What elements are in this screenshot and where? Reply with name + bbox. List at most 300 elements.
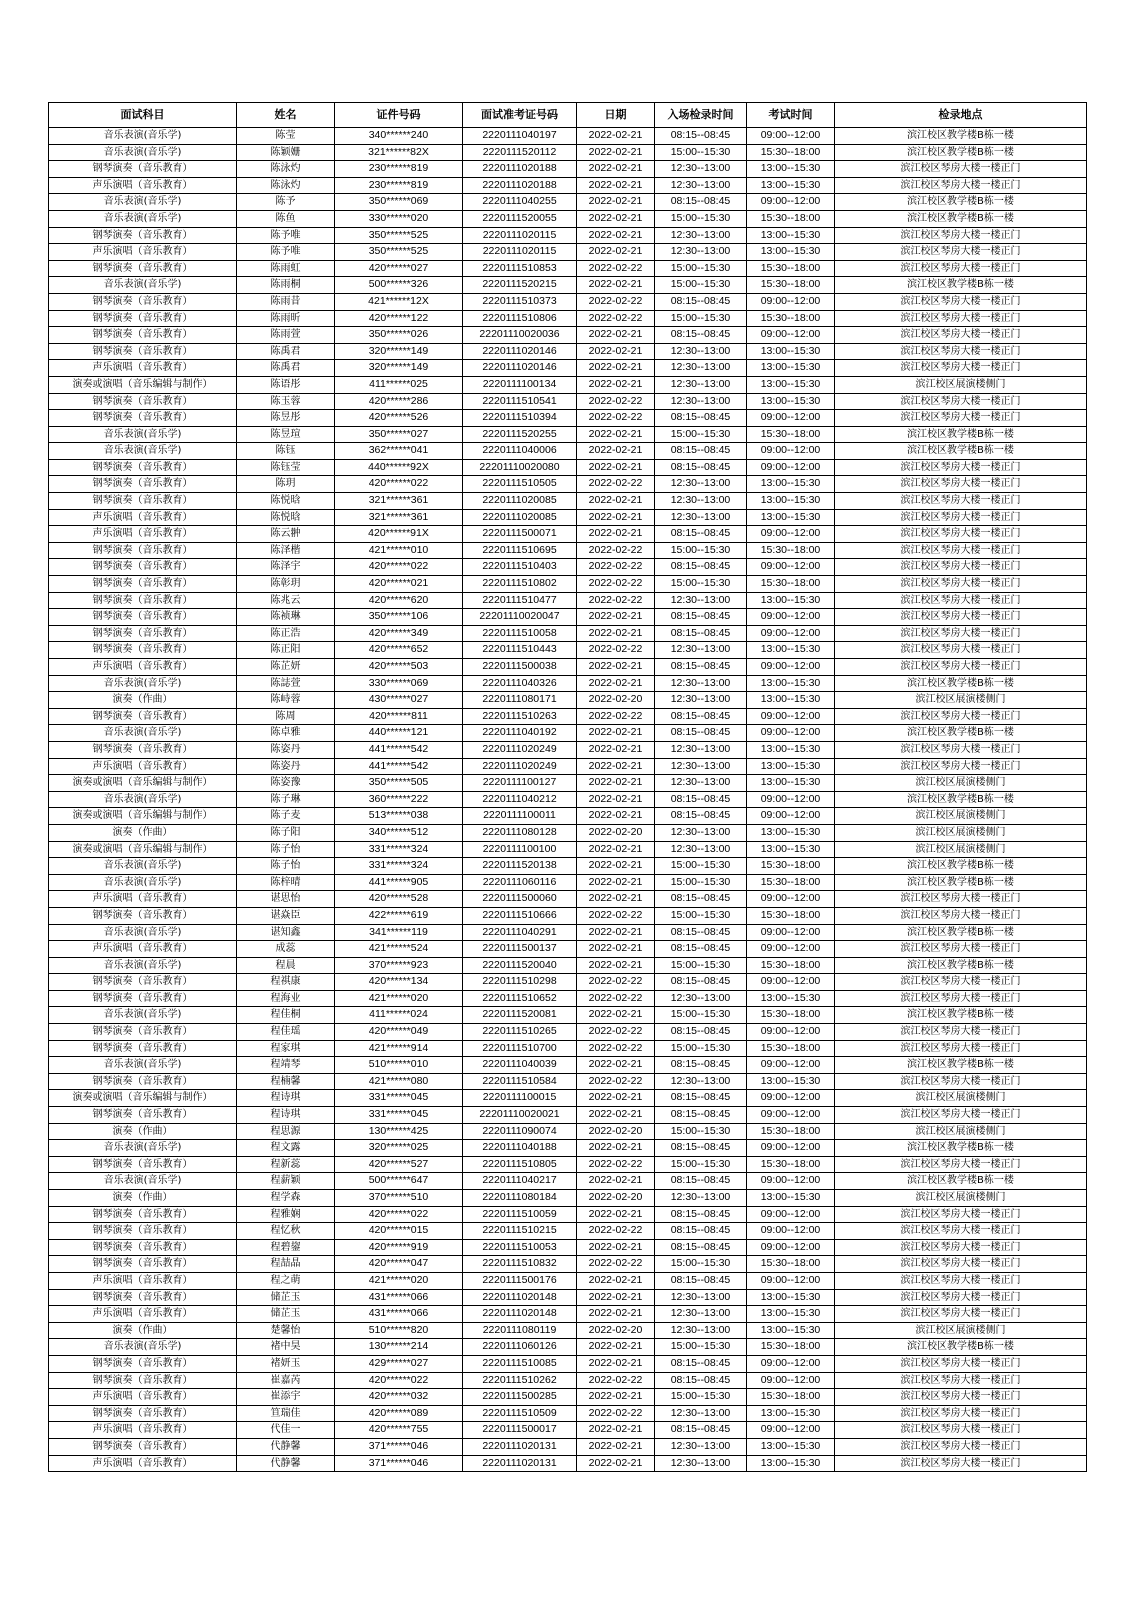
id-number-cell: 421******12X — [335, 293, 463, 310]
id-number-cell: 420******022 — [335, 1372, 463, 1389]
admission-number-cell: 2220111020085 — [463, 509, 577, 526]
table-row — [49, 775, 1087, 792]
id-number-cell: 429******027 — [335, 1355, 463, 1372]
location-cell: 滨江校区教学楼B栋一楼 — [835, 426, 1087, 443]
name-cell: 谌焱臣 — [237, 907, 335, 924]
exam-time-cell: 13:00--15:30 — [747, 493, 835, 510]
date-cell: 2022-02-21 — [577, 343, 655, 360]
date-cell: 2022-02-20 — [577, 824, 655, 841]
name-cell: 陈梓晴 — [237, 874, 335, 891]
checkin-time-cell: 12:30--13:00 — [655, 675, 747, 692]
id-number-cell: 440******92X — [335, 459, 463, 476]
subject-cell: 音乐表演(音乐学) — [49, 1339, 237, 1356]
name-cell: 代静馨 — [237, 1455, 335, 1472]
location-cell: 滨江校区琴房大楼一楼正门 — [835, 161, 1087, 178]
name-cell: 陈云翀 — [237, 526, 335, 543]
id-number-cell: 421******010 — [335, 542, 463, 559]
exam-time-cell: 13:00--15:30 — [747, 476, 835, 493]
id-number-cell: 420******528 — [335, 891, 463, 908]
date-cell: 2022-02-21 — [577, 493, 655, 510]
checkin-time-cell: 15:00--15:30 — [655, 957, 747, 974]
admission-number-cell: 2220111520081 — [463, 1007, 577, 1024]
date-cell: 2022-02-22 — [577, 907, 655, 924]
exam-time-cell: 15:30--18:00 — [747, 277, 835, 294]
exam-time-cell: 15:30--18:00 — [747, 874, 835, 891]
subject-cell: 声乐演唱（音乐教育） — [49, 244, 237, 261]
checkin-time-cell: 08:15--08:45 — [655, 1140, 747, 1157]
id-number-cell: 350******069 — [335, 194, 463, 211]
name-cell: 陈予 — [237, 194, 335, 211]
exam-time-cell: 13:00--15:30 — [747, 227, 835, 244]
admission-number-cell: 2220111510584 — [463, 1073, 577, 1090]
table-row — [49, 1090, 1087, 1107]
date-cell: 2022-02-21 — [577, 924, 655, 941]
date-cell: 2022-02-22 — [577, 708, 655, 725]
checkin-time-cell: 12:30--13:00 — [655, 244, 747, 261]
exam-time-cell: 09:00--12:00 — [747, 1090, 835, 1107]
name-cell: 程佳桐 — [237, 1007, 335, 1024]
subject-cell: 声乐演唱（音乐教育） — [49, 941, 237, 958]
exam-time-cell: 15:30--18:00 — [747, 1040, 835, 1057]
location-cell: 滨江校区展演楼侧门 — [835, 376, 1087, 393]
subject-cell: 钢琴演奏（音乐教育） — [49, 393, 237, 410]
admission-number-cell: 2220111100134 — [463, 376, 577, 393]
exam-time-cell: 09:00--12:00 — [747, 1223, 835, 1240]
location-cell: 滨江校区教学楼B栋一楼 — [835, 791, 1087, 808]
id-number-cell: 421******914 — [335, 1040, 463, 1057]
subject-cell: 音乐表演(音乐学) — [49, 675, 237, 692]
subject-cell: 钢琴演奏（音乐教育） — [49, 559, 237, 576]
header-date: 日期 — [577, 103, 655, 128]
checkin-time-cell: 12:30--13:00 — [655, 741, 747, 758]
exam-time-cell: 09:00--12:00 — [747, 1272, 835, 1289]
exam-time-cell: 09:00--12:00 — [747, 410, 835, 427]
admission-number-cell: 2220111500137 — [463, 941, 577, 958]
location-cell: 滨江校区琴房大楼一楼正门 — [835, 1256, 1087, 1273]
location-cell: 滨江校区教学楼B栋一楼 — [835, 277, 1087, 294]
admission-number-cell: 2220111510652 — [463, 990, 577, 1007]
exam-time-cell: 09:00--12:00 — [747, 1173, 835, 1190]
checkin-time-cell: 12:30--13:00 — [655, 775, 747, 792]
admission-number-cell: 2220111020249 — [463, 758, 577, 775]
admission-number-cell: 2220111500071 — [463, 526, 577, 543]
id-number-cell: 330******069 — [335, 675, 463, 692]
admission-number-cell: 2220111020115 — [463, 244, 577, 261]
checkin-time-cell: 08:15--08:45 — [655, 1206, 747, 1223]
admission-number-cell: 22201110020080 — [463, 459, 577, 476]
checkin-time-cell: 12:30--13:00 — [655, 1455, 747, 1472]
date-cell: 2022-02-21 — [577, 327, 655, 344]
id-number-cell: 420******503 — [335, 659, 463, 676]
table-row — [49, 924, 1087, 941]
table-row — [49, 659, 1087, 676]
checkin-time-cell: 15:00--15:30 — [655, 1256, 747, 1273]
date-cell: 2022-02-21 — [577, 144, 655, 161]
admission-number-cell: 2220111510805 — [463, 1156, 577, 1173]
checkin-time-cell: 15:00--15:30 — [655, 576, 747, 593]
name-cell: 程学森 — [237, 1190, 335, 1207]
subject-cell: 钢琴演奏（音乐教育） — [49, 609, 237, 626]
table-row — [49, 293, 1087, 310]
date-cell: 2022-02-22 — [577, 990, 655, 1007]
table-row — [49, 526, 1087, 543]
admission-number-cell: 2220111080128 — [463, 824, 577, 841]
location-cell: 滨江校区教学楼B栋一楼 — [835, 874, 1087, 891]
location-cell: 滨江校区教学楼B栋一楼 — [835, 194, 1087, 211]
checkin-time-cell: 12:30--13:00 — [655, 177, 747, 194]
location-cell: 滨江校区琴房大楼一楼正门 — [835, 509, 1087, 526]
admission-number-cell: 2220111020131 — [463, 1438, 577, 1455]
name-cell: 陈禹君 — [237, 360, 335, 377]
admission-number-cell: 2220111510477 — [463, 592, 577, 609]
exam-time-cell: 13:00--15:30 — [747, 824, 835, 841]
admission-number-cell: 2220111020085 — [463, 493, 577, 510]
admission-number-cell: 2220111020148 — [463, 1306, 577, 1323]
checkin-time-cell: 15:00--15:30 — [655, 1156, 747, 1173]
checkin-time-cell: 08:15--08:45 — [655, 1090, 747, 1107]
admission-number-cell: 2220111040188 — [463, 1140, 577, 1157]
subject-cell: 演奏（作曲） — [49, 1123, 237, 1140]
location-cell: 滨江校区展演楼侧门 — [835, 1090, 1087, 1107]
admission-number-cell: 2220111520055 — [463, 210, 577, 227]
date-cell: 2022-02-21 — [577, 244, 655, 261]
id-number-cell: 420******049 — [335, 1024, 463, 1041]
exam-time-cell: 09:00--12:00 — [747, 924, 835, 941]
subject-cell: 音乐表演(音乐学) — [49, 210, 237, 227]
header-exam-time: 考试时间 — [747, 103, 835, 128]
id-number-cell: 420******527 — [335, 1156, 463, 1173]
name-cell: 陈予唯 — [237, 227, 335, 244]
checkin-time-cell: 12:30--13:00 — [655, 1190, 747, 1207]
exam-time-cell: 15:30--18:00 — [747, 310, 835, 327]
name-cell: 谌知鑫 — [237, 924, 335, 941]
checkin-time-cell: 08:15--08:45 — [655, 128, 747, 145]
location-cell: 滨江校区琴房大楼一楼正门 — [835, 1355, 1087, 1372]
subject-cell: 钢琴演奏（音乐教育） — [49, 741, 237, 758]
table-row — [49, 1455, 1087, 1472]
location-cell: 滨江校区琴房大楼一楼正门 — [835, 1223, 1087, 1240]
exam-time-cell: 15:30--18:00 — [747, 576, 835, 593]
exam-time-cell: 15:30--18:00 — [747, 542, 835, 559]
admission-number-cell: 2220111500285 — [463, 1389, 577, 1406]
date-cell: 2022-02-22 — [577, 1223, 655, 1240]
checkin-time-cell: 08:15--08:45 — [655, 974, 747, 991]
subject-cell: 钢琴演奏（音乐教育） — [49, 576, 237, 593]
exam-time-cell: 15:30--18:00 — [747, 426, 835, 443]
name-cell: 陈姿豫 — [237, 775, 335, 792]
subject-cell: 音乐表演(音乐学) — [49, 791, 237, 808]
subject-cell: 钢琴演奏（音乐教育） — [49, 410, 237, 427]
date-cell: 2022-02-21 — [577, 725, 655, 742]
location-cell: 滨江校区琴房大楼一楼正门 — [835, 659, 1087, 676]
id-number-cell: 420******620 — [335, 592, 463, 609]
table-row — [49, 559, 1087, 576]
header-checkin-time: 入场检录时间 — [655, 103, 747, 128]
location-cell: 滨江校区教学楼B栋一楼 — [835, 210, 1087, 227]
admission-number-cell: 2220111020249 — [463, 741, 577, 758]
table-row — [49, 376, 1087, 393]
table-row — [49, 625, 1087, 642]
table-row — [49, 1372, 1087, 1389]
location-cell: 滨江校区琴房大楼一楼正门 — [835, 1438, 1087, 1455]
id-number-cell: 441******542 — [335, 758, 463, 775]
name-cell: 程雅娴 — [237, 1206, 335, 1223]
checkin-time-cell: 15:00--15:30 — [655, 1007, 747, 1024]
table-row — [49, 1057, 1087, 1074]
table-row — [49, 393, 1087, 410]
checkin-time-cell: 12:30--13:00 — [655, 824, 747, 841]
location-cell: 滨江校区琴房大楼一楼正门 — [835, 260, 1087, 277]
table-row — [49, 260, 1087, 277]
id-number-cell: 421******080 — [335, 1073, 463, 1090]
exam-time-cell: 13:00--15:30 — [747, 692, 835, 709]
name-cell: 陈昱彤 — [237, 410, 335, 427]
date-cell: 2022-02-21 — [577, 1438, 655, 1455]
name-cell: 陈子阳 — [237, 824, 335, 841]
exam-time-cell: 15:30--18:00 — [747, 1256, 835, 1273]
location-cell: 滨江校区琴房大楼一楼正门 — [835, 1289, 1087, 1306]
location-cell: 滨江校区展演楼侧门 — [835, 1322, 1087, 1339]
location-cell: 滨江校区琴房大楼一楼正门 — [835, 1156, 1087, 1173]
date-cell: 2022-02-22 — [577, 592, 655, 609]
exam-time-cell: 13:00--15:30 — [747, 592, 835, 609]
checkin-time-cell: 12:30--13:00 — [655, 476, 747, 493]
exam-time-cell: 13:00--15:30 — [747, 642, 835, 659]
admission-number-cell: 2220111040326 — [463, 675, 577, 692]
location-cell: 滨江校区琴房大楼一楼正门 — [835, 1389, 1087, 1406]
subject-cell: 音乐表演(音乐学) — [49, 426, 237, 443]
subject-cell: 演奏或演唱（音乐编辑与制作） — [49, 841, 237, 858]
exam-time-cell: 13:00--15:30 — [747, 1455, 835, 1472]
exam-time-cell: 09:00--12:00 — [747, 891, 835, 908]
table-row — [49, 1073, 1087, 1090]
subject-cell: 音乐表演(音乐学) — [49, 957, 237, 974]
name-cell: 陈周 — [237, 708, 335, 725]
checkin-time-cell: 15:00--15:30 — [655, 277, 747, 294]
checkin-time-cell: 12:30--13:00 — [655, 1322, 747, 1339]
name-cell: 程晨 — [237, 957, 335, 974]
subject-cell: 声乐演唱（音乐教育） — [49, 1422, 237, 1439]
location-cell: 滨江校区教学楼B栋一楼 — [835, 957, 1087, 974]
date-cell: 2022-02-21 — [577, 1389, 655, 1406]
checkin-time-cell: 12:30--13:00 — [655, 161, 747, 178]
exam-time-cell: 15:30--18:00 — [747, 1156, 835, 1173]
name-cell: 陈峙蓉 — [237, 692, 335, 709]
subject-cell: 钢琴演奏（音乐教育） — [49, 1239, 237, 1256]
date-cell: 2022-02-22 — [577, 1156, 655, 1173]
table-row — [49, 227, 1087, 244]
table-row — [49, 974, 1087, 991]
name-cell: 程诗琪 — [237, 1107, 335, 1124]
subject-cell: 钢琴演奏（音乐教育） — [49, 1289, 237, 1306]
location-cell: 滨江校区琴房大楼一楼正门 — [835, 559, 1087, 576]
location-cell: 滨江校区教学楼B栋一楼 — [835, 725, 1087, 742]
name-cell: 陈泽宇 — [237, 559, 335, 576]
location-cell: 滨江校区琴房大楼一楼正门 — [835, 343, 1087, 360]
location-cell: 滨江校区展演楼侧门 — [835, 1190, 1087, 1207]
table-row — [49, 542, 1087, 559]
table-row — [49, 957, 1087, 974]
subject-cell: 音乐表演(音乐学) — [49, 858, 237, 875]
exam-time-cell: 13:00--15:30 — [747, 1322, 835, 1339]
subject-cell: 音乐表演(音乐学) — [49, 144, 237, 161]
exam-time-cell: 13:00--15:30 — [747, 775, 835, 792]
name-cell: 笪瑞佳 — [237, 1405, 335, 1422]
exam-time-cell: 09:00--12:00 — [747, 1024, 835, 1041]
name-cell: 陈钰莹 — [237, 459, 335, 476]
id-number-cell: 230******819 — [335, 177, 463, 194]
id-number-cell: 513******038 — [335, 808, 463, 825]
exam-time-cell: 09:00--12:00 — [747, 559, 835, 576]
location-cell: 滨江校区琴房大楼一楼正门 — [835, 1272, 1087, 1289]
checkin-time-cell: 15:00--15:30 — [655, 858, 747, 875]
name-cell: 陈玉蓉 — [237, 393, 335, 410]
table-row — [49, 576, 1087, 593]
date-cell: 2022-02-21 — [577, 177, 655, 194]
name-cell: 陈予唯 — [237, 244, 335, 261]
date-cell: 2022-02-22 — [577, 642, 655, 659]
table-row — [49, 1206, 1087, 1223]
table-row — [49, 1107, 1087, 1124]
checkin-time-cell: 08:15--08:45 — [655, 1355, 747, 1372]
exam-time-cell: 09:00--12:00 — [747, 327, 835, 344]
admission-number-cell: 2220111100127 — [463, 775, 577, 792]
header-name: 姓名 — [237, 103, 335, 128]
exam-time-cell: 13:00--15:30 — [747, 741, 835, 758]
table-row — [49, 277, 1087, 294]
subject-cell: 钢琴演奏（音乐教育） — [49, 227, 237, 244]
name-cell: 程喆晶 — [237, 1256, 335, 1273]
date-cell: 2022-02-21 — [577, 161, 655, 178]
exam-time-cell: 13:00--15:30 — [747, 244, 835, 261]
checkin-time-cell: 12:30--13:00 — [655, 1289, 747, 1306]
checkin-time-cell: 15:00--15:30 — [655, 144, 747, 161]
id-number-cell: 362******041 — [335, 443, 463, 460]
name-cell: 陈子怡 — [237, 841, 335, 858]
date-cell: 2022-02-20 — [577, 1322, 655, 1339]
location-cell: 滨江校区琴房大楼一楼正门 — [835, 327, 1087, 344]
subject-cell: 音乐表演(音乐学) — [49, 1140, 237, 1157]
exam-time-cell: 15:30--18:00 — [747, 1339, 835, 1356]
id-number-cell: 421******020 — [335, 1272, 463, 1289]
id-number-cell: 420******652 — [335, 642, 463, 659]
table-row — [49, 1156, 1087, 1173]
subject-cell: 演奏（作曲） — [49, 824, 237, 841]
location-cell: 滨江校区琴房大楼一楼正门 — [835, 177, 1087, 194]
subject-cell: 音乐表演(音乐学) — [49, 1007, 237, 1024]
subject-cell: 声乐演唱（音乐教育） — [49, 177, 237, 194]
name-cell: 程薪颖 — [237, 1173, 335, 1190]
id-number-cell: 371******046 — [335, 1455, 463, 1472]
admission-number-cell: 2220111500017 — [463, 1422, 577, 1439]
table-row — [49, 609, 1087, 626]
exam-time-cell: 09:00--12:00 — [747, 194, 835, 211]
table-row — [49, 493, 1087, 510]
id-number-cell: 441******905 — [335, 874, 463, 891]
admission-number-cell: 2220111080184 — [463, 1190, 577, 1207]
table-row — [49, 675, 1087, 692]
checkin-time-cell: 08:15--08:45 — [655, 941, 747, 958]
location-cell: 滨江校区教学楼B栋一楼 — [835, 675, 1087, 692]
location-cell: 滨江校区琴房大楼一楼正门 — [835, 974, 1087, 991]
location-cell: 滨江校区琴房大楼一楼正门 — [835, 1306, 1087, 1323]
checkin-time-cell: 08:15--08:45 — [655, 1223, 747, 1240]
exam-time-cell: 13:00--15:30 — [747, 343, 835, 360]
exam-time-cell: 15:30--18:00 — [747, 907, 835, 924]
location-cell: 滨江校区琴房大楼一楼正门 — [835, 1422, 1087, 1439]
location-cell: 滨江校区琴房大楼一楼正门 — [835, 393, 1087, 410]
name-cell: 褚中昊 — [237, 1339, 335, 1356]
exam-time-cell: 09:00--12:00 — [747, 1372, 835, 1389]
name-cell: 储芷玉 — [237, 1289, 335, 1306]
date-cell: 2022-02-22 — [577, 393, 655, 410]
id-number-cell: 320******025 — [335, 1140, 463, 1157]
location-cell: 滨江校区琴房大楼一楼正门 — [835, 1405, 1087, 1422]
checkin-time-cell: 15:00--15:30 — [655, 210, 747, 227]
table-row — [49, 858, 1087, 875]
name-cell: 程家琪 — [237, 1040, 335, 1057]
date-cell: 2022-02-22 — [577, 542, 655, 559]
checkin-time-cell: 08:15--08:45 — [655, 891, 747, 908]
subject-cell: 声乐演唱（音乐教育） — [49, 758, 237, 775]
subject-cell: 钢琴演奏（音乐教育） — [49, 459, 237, 476]
date-cell: 2022-02-21 — [577, 128, 655, 145]
date-cell: 2022-02-22 — [577, 1024, 655, 1041]
checkin-time-cell: 15:00--15:30 — [655, 1389, 747, 1406]
exam-time-cell: 09:00--12:00 — [747, 1355, 835, 1372]
exam-time-cell: 09:00--12:00 — [747, 1422, 835, 1439]
exam-time-cell: 13:00--15:30 — [747, 758, 835, 775]
name-cell: 陈兆云 — [237, 592, 335, 609]
subject-cell: 演奏（作曲） — [49, 1322, 237, 1339]
header-admission-number: 面试准考证号码 — [463, 103, 577, 128]
name-cell: 陈泳灼 — [237, 177, 335, 194]
name-cell: 陈悦晗 — [237, 493, 335, 510]
date-cell: 2022-02-22 — [577, 1256, 655, 1273]
id-number-cell: 431******066 — [335, 1306, 463, 1323]
checkin-time-cell: 12:30--13:00 — [655, 692, 747, 709]
name-cell: 程文露 — [237, 1140, 335, 1157]
id-number-cell: 130******425 — [335, 1123, 463, 1140]
table-row — [49, 476, 1087, 493]
location-cell: 滨江校区琴房大楼一楼正门 — [835, 1107, 1087, 1124]
location-cell: 滨江校区教学楼B栋一楼 — [835, 128, 1087, 145]
id-number-cell: 341******119 — [335, 924, 463, 941]
checkin-time-cell: 08:15--08:45 — [655, 1107, 747, 1124]
id-number-cell: 420******089 — [335, 1405, 463, 1422]
date-cell: 2022-02-20 — [577, 1123, 655, 1140]
table-row — [49, 327, 1087, 344]
admission-number-cell: 2220111510262 — [463, 1372, 577, 1389]
table-row — [49, 1355, 1087, 1372]
name-cell: 程忆秋 — [237, 1223, 335, 1240]
id-number-cell: 500******647 — [335, 1173, 463, 1190]
id-number-cell: 340******512 — [335, 824, 463, 841]
name-cell: 陈正阳 — [237, 642, 335, 659]
exam-time-cell: 09:00--12:00 — [747, 659, 835, 676]
admission-number-cell: 2220111020146 — [463, 343, 577, 360]
subject-cell: 钢琴演奏（音乐教育） — [49, 1206, 237, 1223]
table-row — [49, 459, 1087, 476]
exam-time-cell: 09:00--12:00 — [747, 1107, 835, 1124]
id-number-cell: 420******027 — [335, 260, 463, 277]
exam-time-cell: 09:00--12:00 — [747, 526, 835, 543]
location-cell: 滨江校区琴房大楼一楼正门 — [835, 1206, 1087, 1223]
checkin-time-cell: 08:15--08:45 — [655, 1372, 747, 1389]
exam-time-cell: 15:30--18:00 — [747, 144, 835, 161]
exam-time-cell: 13:00--15:30 — [747, 360, 835, 377]
name-cell: 陈子琳 — [237, 791, 335, 808]
